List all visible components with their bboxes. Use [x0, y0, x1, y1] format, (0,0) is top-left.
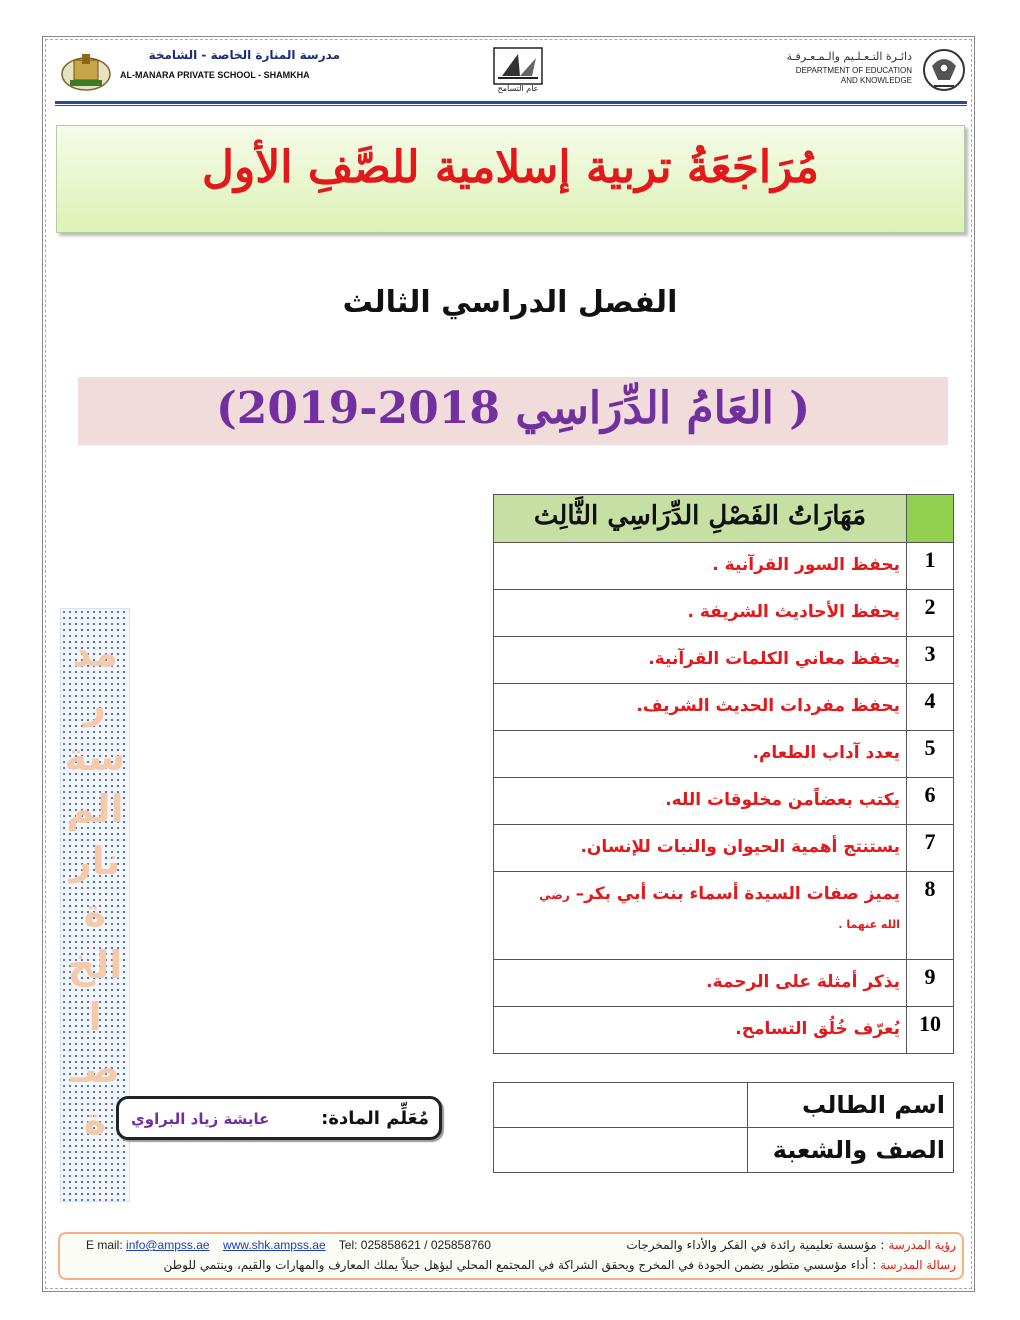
- teacher-name: عايشة زياد البراوي: [131, 1110, 270, 1128]
- skills-table-header-row: [494, 495, 954, 543]
- student-class-label: الصف والشعبة: [748, 1128, 954, 1173]
- table-row: [494, 1083, 954, 1128]
- sidebar-watermark-text: مد ر سة الم نار ة الخ ا صـ ة: [64, 631, 126, 1143]
- skill-text: يُعرّف خُلُق التسامح.: [494, 1007, 907, 1054]
- teacher-label: مُعَلِّم المادة:: [321, 1108, 429, 1129]
- vision-label: رؤية المدرسة: [888, 1238, 956, 1252]
- skill-number: 1: [907, 543, 954, 590]
- skill-text-line2: الله عنهما .: [838, 918, 900, 931]
- skill-text: يحفظ السور القرآنية .: [494, 543, 907, 590]
- student-name-field[interactable]: [494, 1083, 748, 1128]
- table-row: [494, 731, 954, 778]
- department-name-english-line1: DEPARTMENT OF EDUCATION: [795, 66, 912, 75]
- header-divider: [55, 101, 967, 104]
- skill-text-small: رضي: [539, 888, 570, 902]
- skill-text: يحفظ الأحاديث الشريفة .: [494, 590, 907, 637]
- header-divider-thin: [55, 105, 967, 106]
- skill-text: يميز صفات السيدة أسماء بنت أبي بكر–: [575, 884, 900, 904]
- email-link[interactable]: info@ampss.ae: [126, 1238, 210, 1252]
- table-row: [494, 825, 954, 872]
- email-label: E mail:: [86, 1238, 123, 1252]
- student-info-table: [493, 1082, 954, 1173]
- skill-text: يحفظ معاني الكلمات القرآنية.: [494, 637, 907, 684]
- falcon-emblem-icon: [920, 46, 968, 96]
- department-name-arabic: دائـرة التـعـلـيم والـمـعـرفـة: [786, 50, 912, 63]
- teacher-box: [116, 1096, 442, 1140]
- table-row: [494, 778, 954, 825]
- skill-number: 9: [907, 960, 954, 1007]
- page-title: مُرَاجَعَةُ تربية إسلامية للصَّفِ الأول: [202, 142, 819, 193]
- skill-number: 8: [907, 872, 954, 960]
- academic-year: ( العَامُ الدِّرَاسِي 2018-2019): [215, 383, 811, 434]
- mission-text: : أداء مؤسسي متطور يضمن الجودة في المخرج ويحقق الشراكة في المجتمع المحلي ليؤهل جيلاً يملك المعارف والمهارات والقيم، وينتمي للوطن: [163, 1258, 877, 1272]
- table-row: [494, 960, 954, 1007]
- title-banner: [56, 125, 965, 233]
- table-row: [494, 1128, 954, 1173]
- skills-header-number-cell: [907, 495, 954, 543]
- skill-number: 2: [907, 590, 954, 637]
- skill-text: يعدد آداب الطعام.: [494, 731, 907, 778]
- school-logo-icon: [60, 50, 112, 92]
- skill-text-multiline: [494, 872, 907, 960]
- footer: [58, 1232, 964, 1280]
- table-row: [494, 872, 954, 960]
- tolerance-year-caption: عام التسامح: [497, 84, 539, 93]
- table-row: [494, 590, 954, 637]
- skill-text: يحفظ مفردات الحديث الشريف.: [494, 684, 907, 731]
- footer-mission-line: [66, 1258, 956, 1272]
- skill-number: 3: [907, 637, 954, 684]
- skill-number: 7: [907, 825, 954, 872]
- website-link[interactable]: www.shk.ampss.ae: [222, 1238, 326, 1252]
- school-name-arabic: مدرسة المنارة الخاصة - الشامخة: [148, 48, 340, 62]
- skill-text: يستنتج أهمية الحيوان والنبات للإنسان.: [494, 825, 907, 872]
- skills-header-title: مَهَارَاتُ الفَصْلِ الدِّرَاسِي الثَّالِث: [494, 495, 907, 543]
- academic-year-banner: [78, 377, 948, 445]
- table-row: [494, 637, 954, 684]
- skill-number: 6: [907, 778, 954, 825]
- semester-heading: الفصل الدراسي الثالث: [342, 285, 678, 320]
- footer-contact: [86, 1238, 491, 1252]
- department-name-english-line2: AND KNOWLEDGE: [840, 76, 912, 85]
- student-class-field[interactable]: [494, 1128, 748, 1173]
- skill-text: يكتب بعضاًمن مخلوقات الله.: [494, 778, 907, 825]
- skill-number: 4: [907, 684, 954, 731]
- student-name-label: اسم الطالب: [748, 1083, 954, 1128]
- letterhead: [52, 44, 968, 100]
- skill-text: يذكر أمثلة على الرحمة.: [494, 960, 907, 1007]
- skills-table: [493, 494, 954, 1054]
- table-row: [494, 543, 954, 590]
- mission-label: رسالة المدرسة: [880, 1258, 956, 1272]
- vision-text: : مؤسسة تعليمية رائدة في الفكر والأداء والمخرجات: [626, 1238, 885, 1252]
- table-row: [494, 684, 954, 731]
- telephone: Tel: 025858621 / 025858760: [338, 1238, 491, 1252]
- skill-number: 10: [907, 1007, 954, 1054]
- skill-number: 5: [907, 731, 954, 778]
- table-row: [494, 1007, 954, 1054]
- school-name-english: AL-MANARA PRIVATE SCHOOL - SHAMKHA: [120, 70, 310, 80]
